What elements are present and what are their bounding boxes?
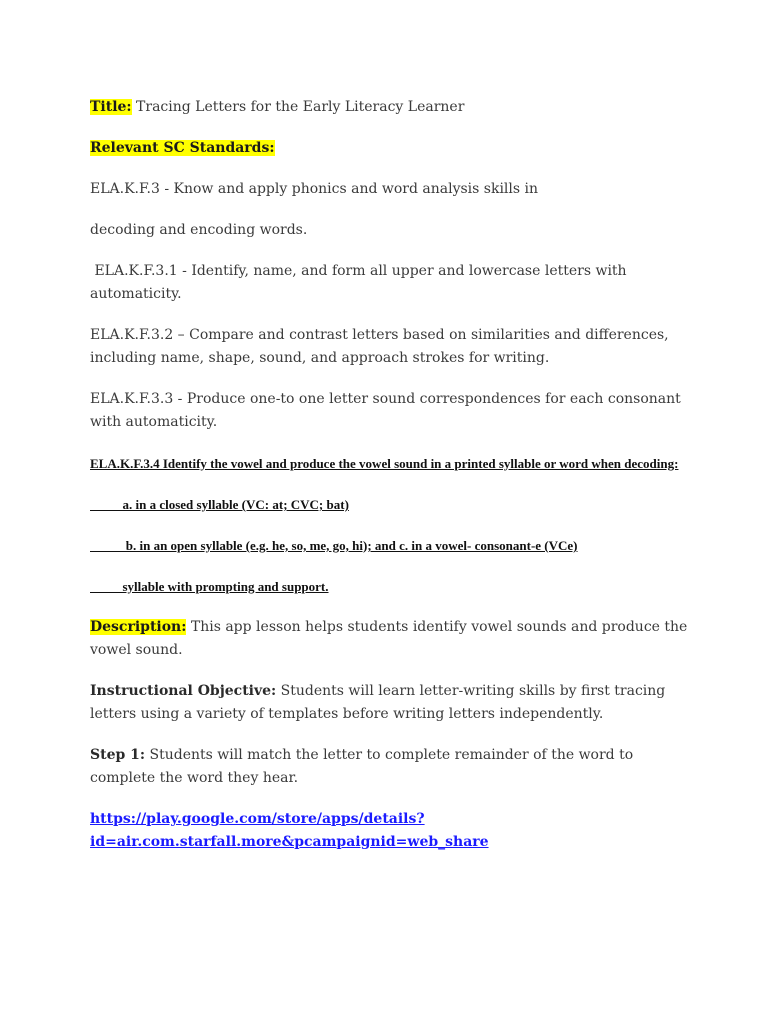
title-line <box>90 96 688 119</box>
description-label: Description: <box>90 619 187 635</box>
standard-ela-k-f-3-continued: decoding and encoding words. <box>90 222 308 238</box>
standard-ela-k-f-3-4-a: a. in a closed syllable (VC: at; CVC; bat) <box>90 497 349 512</box>
standard-ela-k-f-3-1: ELA.K.F.3.1 - Identify, name, and form all upper and lowercase letters with automaticity. <box>90 263 632 302</box>
step1-text: Students will match the letter to complete remainder of the word to complete the word they hear. <box>90 747 634 786</box>
title-text: Tracing Letters for the Early Literacy Learner <box>131 99 465 115</box>
title-label: Title: <box>90 99 132 115</box>
standard-ela-k-f-3-4: ELA.K.F.3.4 Identify the vowel and produce the vowel sound in a printed syllable or word when decoding: <box>90 456 679 471</box>
standards-heading: Relevant SC Standards: <box>90 140 275 156</box>
standard-ela-k-f-3: ELA.K.F.3 - Know and apply phonics and word analysis skills in <box>90 181 539 197</box>
step1-label: Step 1: <box>90 747 146 763</box>
objective-paragraph <box>90 680 688 726</box>
standard-ela-k-f-3-2: ELA.K.F.3.2 – Compare and contrast letters based on similarities and differences, including name, shape, sound, and approach strokes for writing. <box>90 327 669 366</box>
step1-paragraph <box>90 744 688 790</box>
objective-label: Instructional Objective: <box>90 683 277 699</box>
app-store-link-line2[interactable]: id=air.com.starfall.more&pcampaignid=web_share <box>90 834 489 850</box>
standard-ela-k-f-3-4-b: b. in an open syllable (e.g. he, so, me, go, hi); and c. in a vowel- consonant-e (VCe) <box>90 538 578 553</box>
standard-ela-k-f-3-4-syllable: syllable with prompting and support. <box>90 579 329 594</box>
standard-ela-k-f-3-3: ELA.K.F.3.3 - Produce one-to one letter sound correspondences for each consonant with automaticity. <box>90 391 681 430</box>
app-link-block <box>90 808 688 854</box>
description-paragraph <box>90 616 688 662</box>
standards-heading-line <box>90 137 688 160</box>
description-text: This app lesson helps students identify vowel sounds and produce the vowel sound. <box>90 619 688 658</box>
objective-text: Students will learn letter-writing skills by first tracing letters using a variety of templates before writing letters independently. <box>90 683 666 722</box>
app-store-link-line1[interactable]: https://play.google.com/store/apps/details? <box>90 811 425 827</box>
